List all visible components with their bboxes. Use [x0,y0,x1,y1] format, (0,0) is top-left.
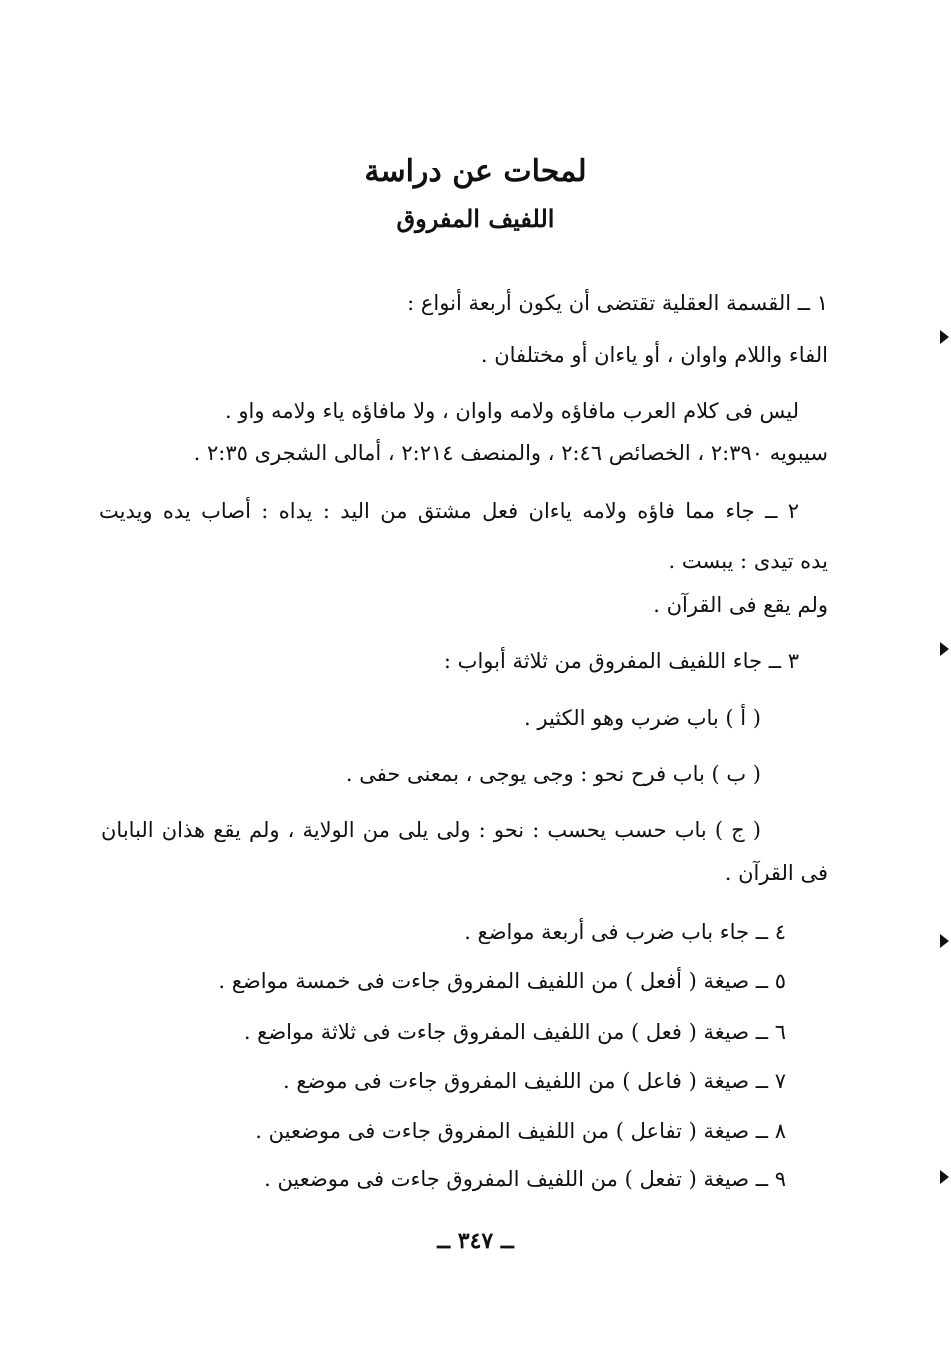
margin-mark [940,934,949,948]
paragraph-line-6: يده تيدى : يبست . [668,549,828,573]
list-item-c: ( ج ) باب حسب يحسب : نحو : ولى يلى من الولاية ، ولم يقع هذان البابان [101,818,761,842]
reference-line: سيبويه ٢:٣٩٠ ، الخصائص ٢:٤٦ ، والمنصف ٢:٢١٤ ، أمالى الشجرى ٢:٣٥ . [193,441,828,465]
page-title: لمحات عن دراسة [364,154,587,189]
page-number: ــ ٣٤٧ ــ [437,1228,514,1254]
margin-mark [940,642,949,656]
numbered-item-7: ٧ ــ صيغة ( فاعل ) من اللفيف المفروق جاءت فى موضع . [283,1069,786,1093]
paragraph-line-2: الفاء واللام واوان ، أو ياءان أو مختلفان . [480,343,828,367]
list-item-c-continuation: فى القرآن . [724,861,828,885]
numbered-item-4: ٤ ــ جاء باب ضرب فى أربعة مواضع . [464,920,786,944]
numbered-item-8: ٨ ــ صيغة ( تفاعل ) من اللفيف المفروق جاءت فى موضعين . [255,1119,786,1143]
paragraph-line-1: ١ ــ القسمة العقلية تقتضى أن يكون أربعة أنواع : [407,291,828,315]
list-item-a: ( أ ) باب ضرب وهو الكثير . [524,706,761,730]
numbered-item-9: ٩ ــ صيغة ( تفعل ) من اللفيف المفروق جاءت فى موضعين . [264,1167,786,1191]
paragraph-line-7: ولم يقع فى القرآن . [653,593,828,617]
margin-mark [940,1170,949,1184]
page-subtitle: اللفيف المفروق [396,204,555,233]
list-item-b: ( ب ) باب فرح نحو : وجى يوجى ، بمعنى حفى . [345,762,761,786]
paragraph-line-8: ٣ ــ جاء اللفيف المفروق من ثلاثة أبواب : [443,649,799,673]
paragraph-line-5: ٢ ــ جاء مما فاؤه ولامه ياءان فعل مشتق من اليد : يداه : أصاب يده ويديت [99,499,799,523]
numbered-item-6: ٦ ــ صيغة ( فعل ) من اللفيف المفروق جاءت فى ثلاثة مواضع . [243,1020,786,1044]
margin-mark [940,330,949,344]
paragraph-line-3: ليس فى كلام العرب مافاؤه ولامه واوان ، ولا مافاؤه ياء ولامه واو . [225,399,799,423]
numbered-item-5: ٥ ــ صيغة ( أفعل ) من اللفيف المفروق جاءت فى خمسة مواضع . [218,969,786,993]
